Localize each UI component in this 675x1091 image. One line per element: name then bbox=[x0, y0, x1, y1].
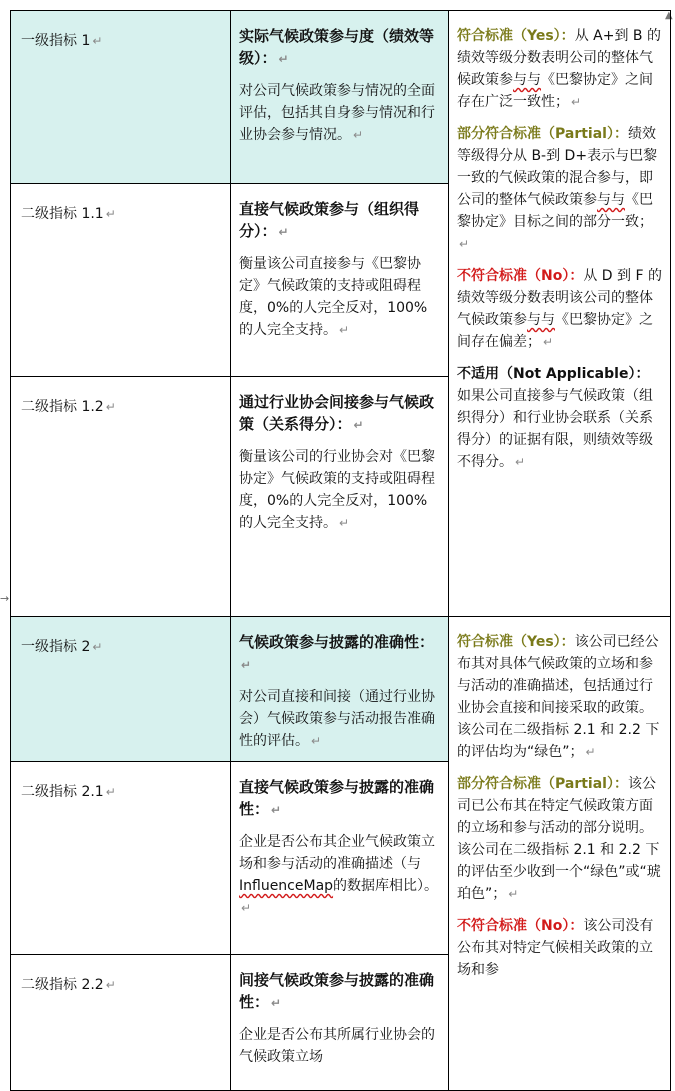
criteria-cell bbox=[449, 617, 671, 1091]
criteria-table bbox=[10, 10, 671, 1091]
paragraph-mark-icon: ↵ bbox=[339, 516, 350, 530]
indicator-title: 通过行业协会间接参与气候政策（关系得分）： bbox=[239, 393, 435, 433]
indicator-cell bbox=[231, 955, 449, 1091]
paragraph-mark-icon: ↵ bbox=[353, 128, 364, 142]
margin-arrow-icon: → bbox=[0, 592, 10, 605]
no-label: 不符合标准（No）： bbox=[457, 268, 584, 284]
paragraph-mark-icon: ↵ bbox=[241, 658, 252, 672]
paragraph-mark-icon: ↵ bbox=[92, 34, 103, 48]
paragraph-mark-icon: ↵ bbox=[459, 237, 470, 251]
level-cell bbox=[11, 11, 231, 184]
indicator-cell bbox=[231, 184, 449, 377]
partial-text-end: 《巴黎协定》目标之间的部分一致； bbox=[457, 192, 653, 230]
paragraph-mark-icon: ↵ bbox=[515, 455, 526, 469]
level-label: 一级指标 1 bbox=[21, 33, 91, 49]
paragraph-mark-icon: ↵ bbox=[105, 785, 116, 799]
paragraph-mark-icon: ↵ bbox=[543, 335, 554, 349]
paragraph-mark-icon: ↵ bbox=[105, 207, 116, 221]
indicator-title: 间接气候政策参与披露的准确性： bbox=[239, 971, 435, 1011]
paragraph-mark-icon: ↵ bbox=[271, 803, 282, 817]
influencemap-term: InfluenceMap bbox=[239, 878, 334, 894]
level-cell bbox=[11, 184, 231, 377]
indicator-title: 直接气候政策参与（组织得分）： bbox=[239, 200, 420, 240]
no-text: 从 D 到 F 的绩效等级分数表明该公司的整体气候政策参 bbox=[457, 268, 662, 328]
no-text-end: 《巴黎协定》之间存在偏差； bbox=[457, 312, 653, 350]
yes-text: 从 A+到 B 的绩效等级分数表明公司的整体气候政策参 bbox=[457, 28, 661, 88]
partial-text: 该公司已公布其在特定气候政策方面的立场和参与活动的部分说明。该公司在二级指标 2.1 和 2.2 下的评估至少收到一个“绿色”或“琥珀色”； bbox=[457, 776, 661, 902]
no-text-underlined: 与与 bbox=[527, 312, 555, 328]
paragraph-mark-icon: ↵ bbox=[278, 225, 289, 239]
na-text: 如果公司直接参与气候政策（组织得分）和行业协会联系（关系得分）的证据有限，则绩效等级不得分。 bbox=[457, 388, 653, 470]
paragraph-mark-icon: ↵ bbox=[311, 734, 322, 748]
level-label: 二级指标 1.1 bbox=[21, 206, 104, 222]
level-label: 二级指标 1.2 bbox=[21, 399, 104, 415]
paragraph-mark-icon: ↵ bbox=[105, 978, 116, 992]
partial-text: 绩效等级得分从 B-到 D+表示与巴黎一致的气候政策的混合参与，即公司的整体气候政策参 bbox=[457, 126, 658, 208]
scroll-caret-icon: ▲ bbox=[665, 10, 673, 21]
na-label: 不适用（Not Applicable）： bbox=[457, 366, 650, 382]
indicator-desc: 衡量该公司的行业协会对《巴黎协定》气候政策的支持或阻碍程度，0%的人完全反对，100%的人完全支持。 bbox=[239, 449, 435, 531]
document-page bbox=[10, 10, 670, 1091]
indicator-cell bbox=[231, 11, 449, 184]
level-label: 一级指标 2 bbox=[21, 639, 91, 655]
indicator-cell bbox=[231, 762, 449, 955]
paragraph-mark-icon: ↵ bbox=[92, 640, 103, 654]
paragraph-mark-icon: ↵ bbox=[105, 400, 116, 414]
level-cell bbox=[11, 955, 231, 1091]
level-cell bbox=[11, 617, 231, 762]
level-cell bbox=[11, 377, 231, 617]
partial-text-underlined: 与与 bbox=[597, 192, 625, 208]
level-label: 二级指标 2.2 bbox=[21, 977, 104, 993]
yes-text-underlined: 与与 bbox=[513, 72, 541, 88]
indicator-desc-end: 的数据库相比）。 bbox=[333, 878, 439, 894]
paragraph-mark-icon: ↵ bbox=[353, 418, 364, 432]
yes-text: 该公司已经公布其对具体气候政策的立场和参与活动的准确描述，包括通过行业协会直接和间接采取的政策。该公司在二级指标 2.1 和 2.2 下的评估均为“绿色”； bbox=[457, 634, 660, 760]
paragraph-mark-icon: ↵ bbox=[271, 996, 282, 1010]
no-label: 不符合标准（No）： bbox=[457, 918, 584, 934]
indicator-desc: 衡量该公司直接参与《巴黎协定》气候政策的支持或阻碍程度，0%的人完全反对，100%的人完全支持。 bbox=[239, 256, 428, 338]
indicator-title: 直接气候政策参与披露的准确性： bbox=[239, 778, 435, 818]
indicator-cell bbox=[231, 377, 449, 617]
indicator-desc: 对公司直接和间接（通过行业协会）气候政策参与活动报告准确性的评估。 bbox=[239, 689, 435, 749]
paragraph-mark-icon: ↵ bbox=[278, 52, 289, 66]
yes-text-end: 《巴黎协定》之间存在广泛一致性； bbox=[457, 72, 653, 110]
table-row bbox=[11, 617, 671, 762]
partial-label: 部分符合标准（Partial）： bbox=[457, 126, 628, 142]
level-label: 二级指标 2.1 bbox=[21, 784, 104, 800]
indicator-desc: 对公司气候政策参与情况的全面评估，包括其自身参与情况和行业协会参与情况。 bbox=[239, 83, 435, 143]
no-text: 该公司没有公布其对特定气候相关政策的立场和参 bbox=[457, 918, 654, 978]
partial-label: 部分符合标准（Partial）： bbox=[457, 776, 628, 792]
indicator-title: 气候政策参与披露的准确性： bbox=[239, 633, 435, 651]
table-row bbox=[11, 11, 671, 184]
yes-label: 符合标准（Yes）： bbox=[457, 634, 575, 650]
indicator-desc: 企业是否公布其企业气候政策立场和参与活动的准确描述（与 bbox=[239, 834, 435, 872]
paragraph-mark-icon: ↵ bbox=[508, 887, 519, 901]
indicator-title: 实际气候政策参与度（绩效等级）： bbox=[239, 27, 435, 67]
indicator-cell bbox=[231, 617, 449, 762]
paragraph-mark-icon: ↵ bbox=[241, 901, 252, 915]
paragraph-mark-icon: ↵ bbox=[585, 745, 596, 759]
paragraph-mark-icon: ↵ bbox=[339, 323, 350, 337]
level-cell bbox=[11, 762, 231, 955]
criteria-cell bbox=[449, 11, 671, 617]
indicator-desc: 企业是否公布其所属行业协会的气候政策立场 bbox=[239, 1027, 435, 1065]
yes-label: 符合标准（Yes）： bbox=[457, 28, 575, 44]
paragraph-mark-icon: ↵ bbox=[571, 95, 582, 109]
